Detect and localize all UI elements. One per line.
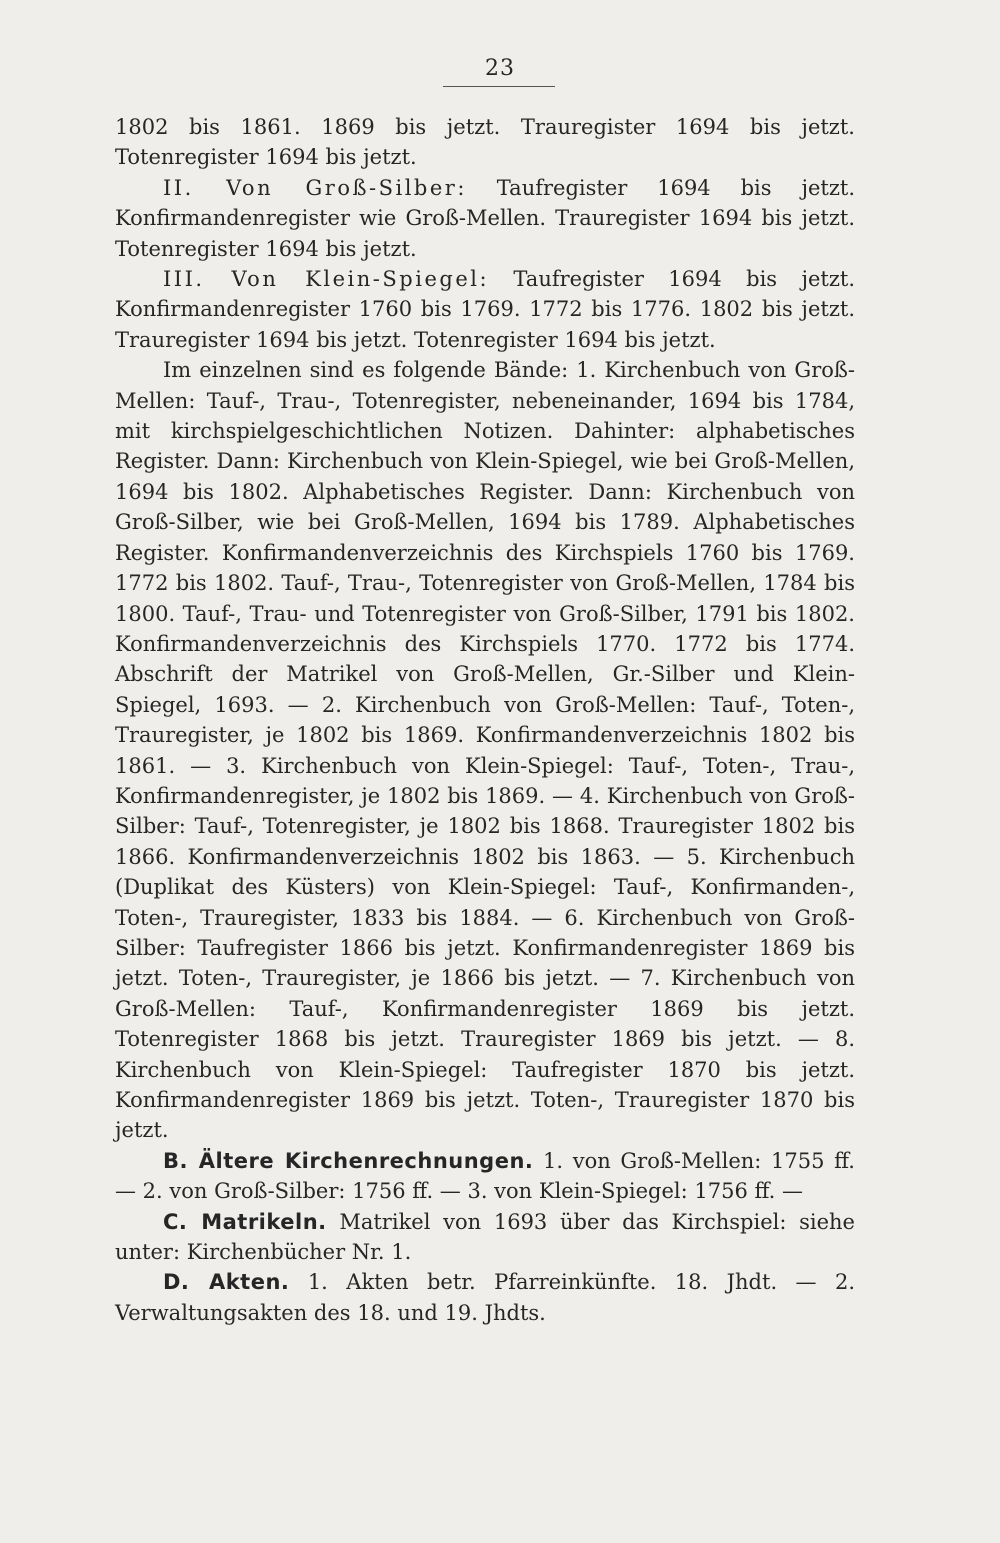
paragraph-label: II. Von Groß-Silber: [163,175,467,200]
page-number-rule [443,86,555,87]
section-c [115,1207,855,1268]
section-heading: D. Akten. [163,1270,290,1295]
paragraph-text: Taufregister 1694 bis jetzt. Konfirmandenregister wie Groß-Mellen. Trauregister 1694 bis jetzt. Totenregister 1694 bis jetzt. [115,175,855,261]
page-number: 23 [485,56,515,81]
section-b [115,1146,855,1207]
paragraph-continuation: 1802 bis 1861. 1869 bis jetzt. Trauregister 1694 bis jetzt. Totenregister 1694 bis jetzt. [115,115,855,170]
paragraph-gross-silber [115,173,855,264]
section-heading: C. Matrikeln. [163,1209,327,1234]
paragraph-label: III. Von Klein-Spiegel: [163,267,490,292]
section-text: 1. von Groß-Mellen: 1755 ff. — 2. von Groß-Silber: 1756 ff. — 3. von Klein-Spiegel: 1756 ff. — [115,1148,855,1204]
section-heading: B. Ältere Kirchenrechnungen. [163,1148,534,1173]
body-text [115,112,855,1328]
section-text: Matrikel von 1693 über das Kirchspiel: siehe unter: Kirchenbücher Nr. 1. [115,1209,855,1265]
paragraph-volumes: Im einzelnen sind es folgende Bände: 1. Kirchenbuch von Groß-Mellen: Tauf-, Trau-, Totenregister, nebeneinander, 1694 bis 1784, mit kirchspielgeschichtlichen Notizen. Dahinter: alphabetisches Register. Dann: Kirchenbuch von Klein-Spiegel, wie bei Groß-Mellen, 1694 bis 1802. Alphabetisches Register. Dann: Kirchenbuch von Groß-Silber, wie bei Groß-Mellen, 1694 bis 1789. Alphabetisches Register. Konfirmandenverzeichnis des Kirchspiels 1760 bis 1769. 1772 bis 1802. Tauf-, Trau-, Totenregister von Groß-Mellen, 1784 bis 1800. Tauf-, Trau- und Totenregister von Groß-Silber, 1791 bis 1802. Konfirmandenverzeichnis des Kirchspiels 1770. 1772 bis 1774. Abschrift der Matrikel von Groß-Mellen, Gr.-Silber und Klein-Spiegel, 1693. — 2. Kirchenbuch von Groß-Mellen: Tauf-, Toten-, Trauregister, je 1802 bis 1869. Konfirmandenverzeichnis 1802 bis 1861. — 3. Kirchenbuch von Klein-Spiegel: Tauf-, Toten-, Trau-, Konfirmandenregister, je 1802 bis 1869. — 4. Kirchenbuch von Groß-Silber: Tauf-, Totenregister, je 1802 bis 1868. Trauregister 1802 bis 1866. Konfirmandenverzeichnis 1802 bis 1863. — 5. Kirchenbuch (Duplikat des Küsters) von Klein-Spiegel: Tauf-, Konfirmanden-, Toten-, Trauregister, 1833 bis 1884. — 6. Kirchenbuch von Groß-Silber: Taufregister 1866 bis jetzt. Konfirmandenregister 1869 bis jetzt. Toten-, Trauregister, je 1866 bis jetzt. — 7. Kirchenbuch von Groß-Mellen: Tauf-, Konfirmandenregister 1869 bis jetzt. Totenregister 1868 bis jetzt. Trauregister 1869 bis jetzt. — 8. Kirchenbuch von Klein-Spiegel: Taufregister 1870 bis jetzt. Konfirmandenregister 1869 bis jetzt. Toten-, Trauregister 1870 bis jetzt. [115,358,855,1143]
paragraph-klein-spiegel [115,264,855,355]
section-text: 1. Akten betr. Pfarreinkünfte. 18. Jhdt. — 2. Verwaltungsakten des 18. und 19. Jhdts. [115,1270,855,1325]
paragraph-text: Taufregister 1694 bis jetzt. Konfirmandenregister 1760 bis 1769. 1772 bis 1776. 1802 bis jetzt. Trauregister 1694 bis jetzt. Totenregister 1694 bis jetzt. [115,267,856,352]
section-d [115,1267,855,1328]
